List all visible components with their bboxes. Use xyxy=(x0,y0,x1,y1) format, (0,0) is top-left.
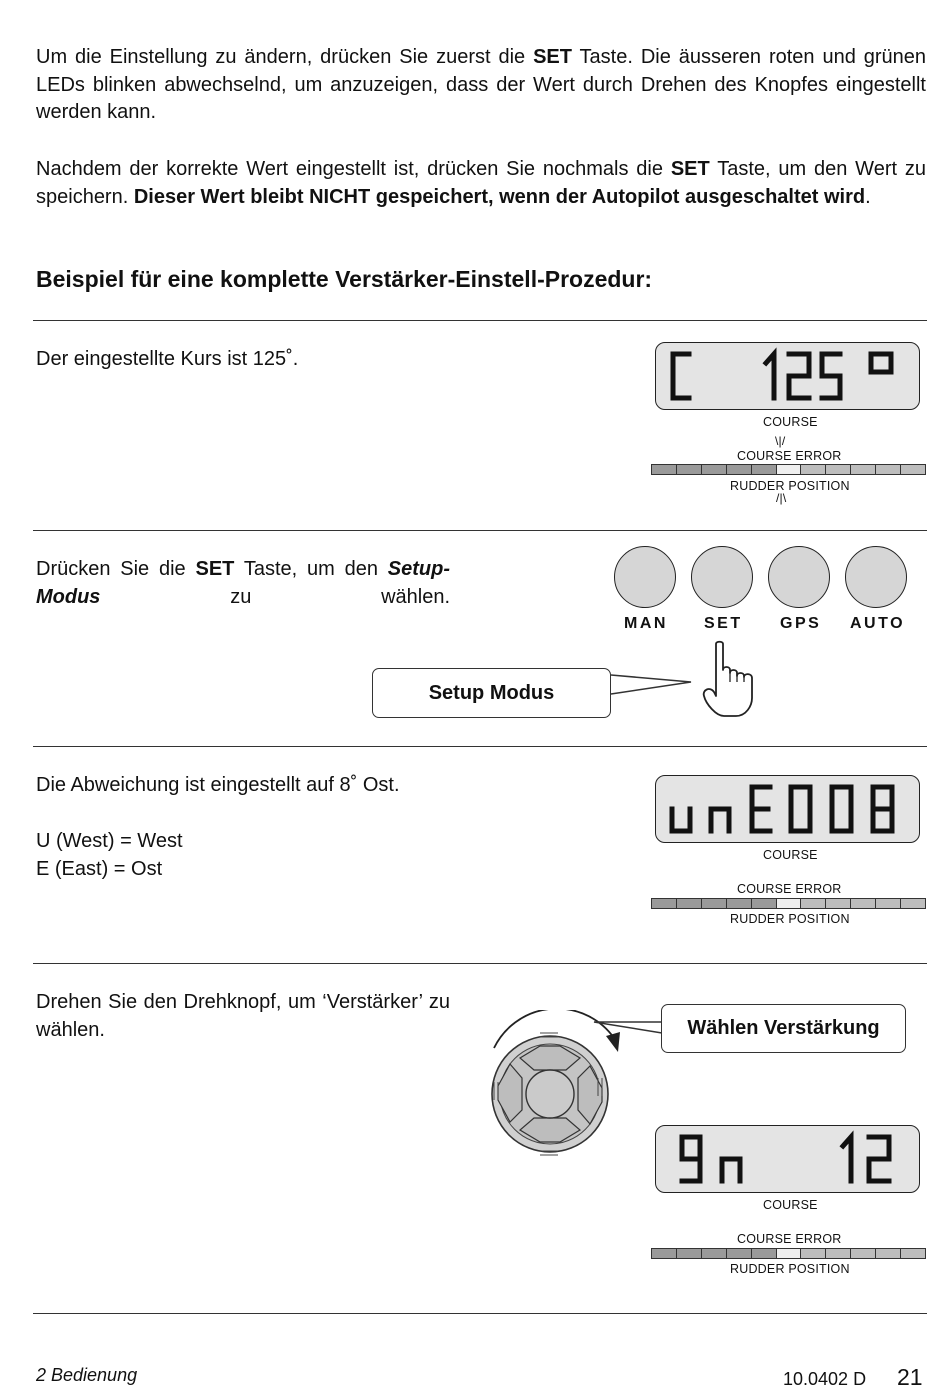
lcd-label-course: COURSE xyxy=(763,1198,818,1212)
set-button[interactable] xyxy=(691,546,753,608)
divider xyxy=(33,963,927,964)
divider xyxy=(33,530,927,531)
lcd-digits xyxy=(656,1126,921,1194)
flash-marks-top: \|/ xyxy=(775,434,786,448)
lcd-display-variation xyxy=(655,775,920,843)
led-label-course-error: COURSE ERROR xyxy=(737,1232,842,1246)
led-bar xyxy=(652,898,926,909)
gps-button[interactable] xyxy=(768,546,830,608)
flash-marks-bottom: /|\ xyxy=(776,491,787,505)
auto-button[interactable] xyxy=(845,546,907,608)
step2-text: Drücken Sie die SET Taste, um den Setup-Modus zu wählen. xyxy=(36,558,450,608)
gps-button-label: GPS xyxy=(780,615,822,632)
divider xyxy=(33,320,927,321)
footer-doc-code: 10.0402 D xyxy=(783,1369,867,1389)
footer-section: 2 Bedienung xyxy=(36,1365,138,1385)
lcd-digits xyxy=(656,343,921,411)
step4-text: Drehen Sie den Drehknopf, um ‘Verstärker’ zu wählen. xyxy=(36,991,450,1041)
led-label-rudder-position: RUDDER POSITION xyxy=(730,912,850,926)
step3-line-3: E (East) = Ost xyxy=(36,858,163,880)
lcd-digits xyxy=(656,776,921,844)
man-button-label: MAN xyxy=(624,615,668,632)
led-bar xyxy=(652,1248,926,1259)
led-bar xyxy=(652,464,926,475)
divider xyxy=(33,1313,927,1314)
auto-button-label: AUTO xyxy=(850,615,906,632)
step1-text: Der eingestellte Kurs ist 125˚. xyxy=(36,348,299,370)
led-label-course-error: COURSE ERROR xyxy=(737,882,842,896)
lcd-display-gain xyxy=(655,1125,920,1193)
step3-line-1: Die Abweichung ist eingestellt auf 8˚ Ost. xyxy=(36,774,400,796)
led-label-rudder-position: RUDDER POSITION xyxy=(730,1262,850,1276)
man-button[interactable] xyxy=(614,546,676,608)
led-label-course-error: COURSE ERROR xyxy=(737,449,842,463)
lcd-label-course: COURSE xyxy=(763,415,818,429)
section-heading: Beispiel für eine komplette Verstärker-Einstell-Prozedur: xyxy=(36,266,653,292)
setup-mode-callout: Setup Modus xyxy=(372,668,611,718)
lcd-label-course: COURSE xyxy=(763,848,818,862)
led-label-rudder-position: RUDDER POSITION xyxy=(730,479,850,493)
intro-paragraph-2: Nachdem der korrekte Wert eingestellt ist, drücken Sie nochmals die SET Taste, um den Wert zu speichern. Dieser Wert bleibt NICHT gespeichert, wenn der Autopilot ausgeschaltet wird. xyxy=(36,158,926,208)
pointing-hand-icon xyxy=(700,640,760,720)
divider xyxy=(33,746,927,747)
select-gain-callout: Wählen Verstärkung xyxy=(661,1004,906,1053)
page-number: 21 xyxy=(897,1364,923,1390)
intro-paragraph-1: Um die Einstellung zu ändern, drücken Sie zuerst die SET Taste. Die äusseren roten und grünen LEDs blinken abwechselnd, um anzuzeigen, dass der Wert durch Drehen des Knopfes eingestellt werden kann. xyxy=(36,46,927,123)
step3-line-2: U (West) = West xyxy=(36,830,183,852)
set-button-label: SET xyxy=(704,615,743,632)
lcd-display-course xyxy=(655,342,920,410)
